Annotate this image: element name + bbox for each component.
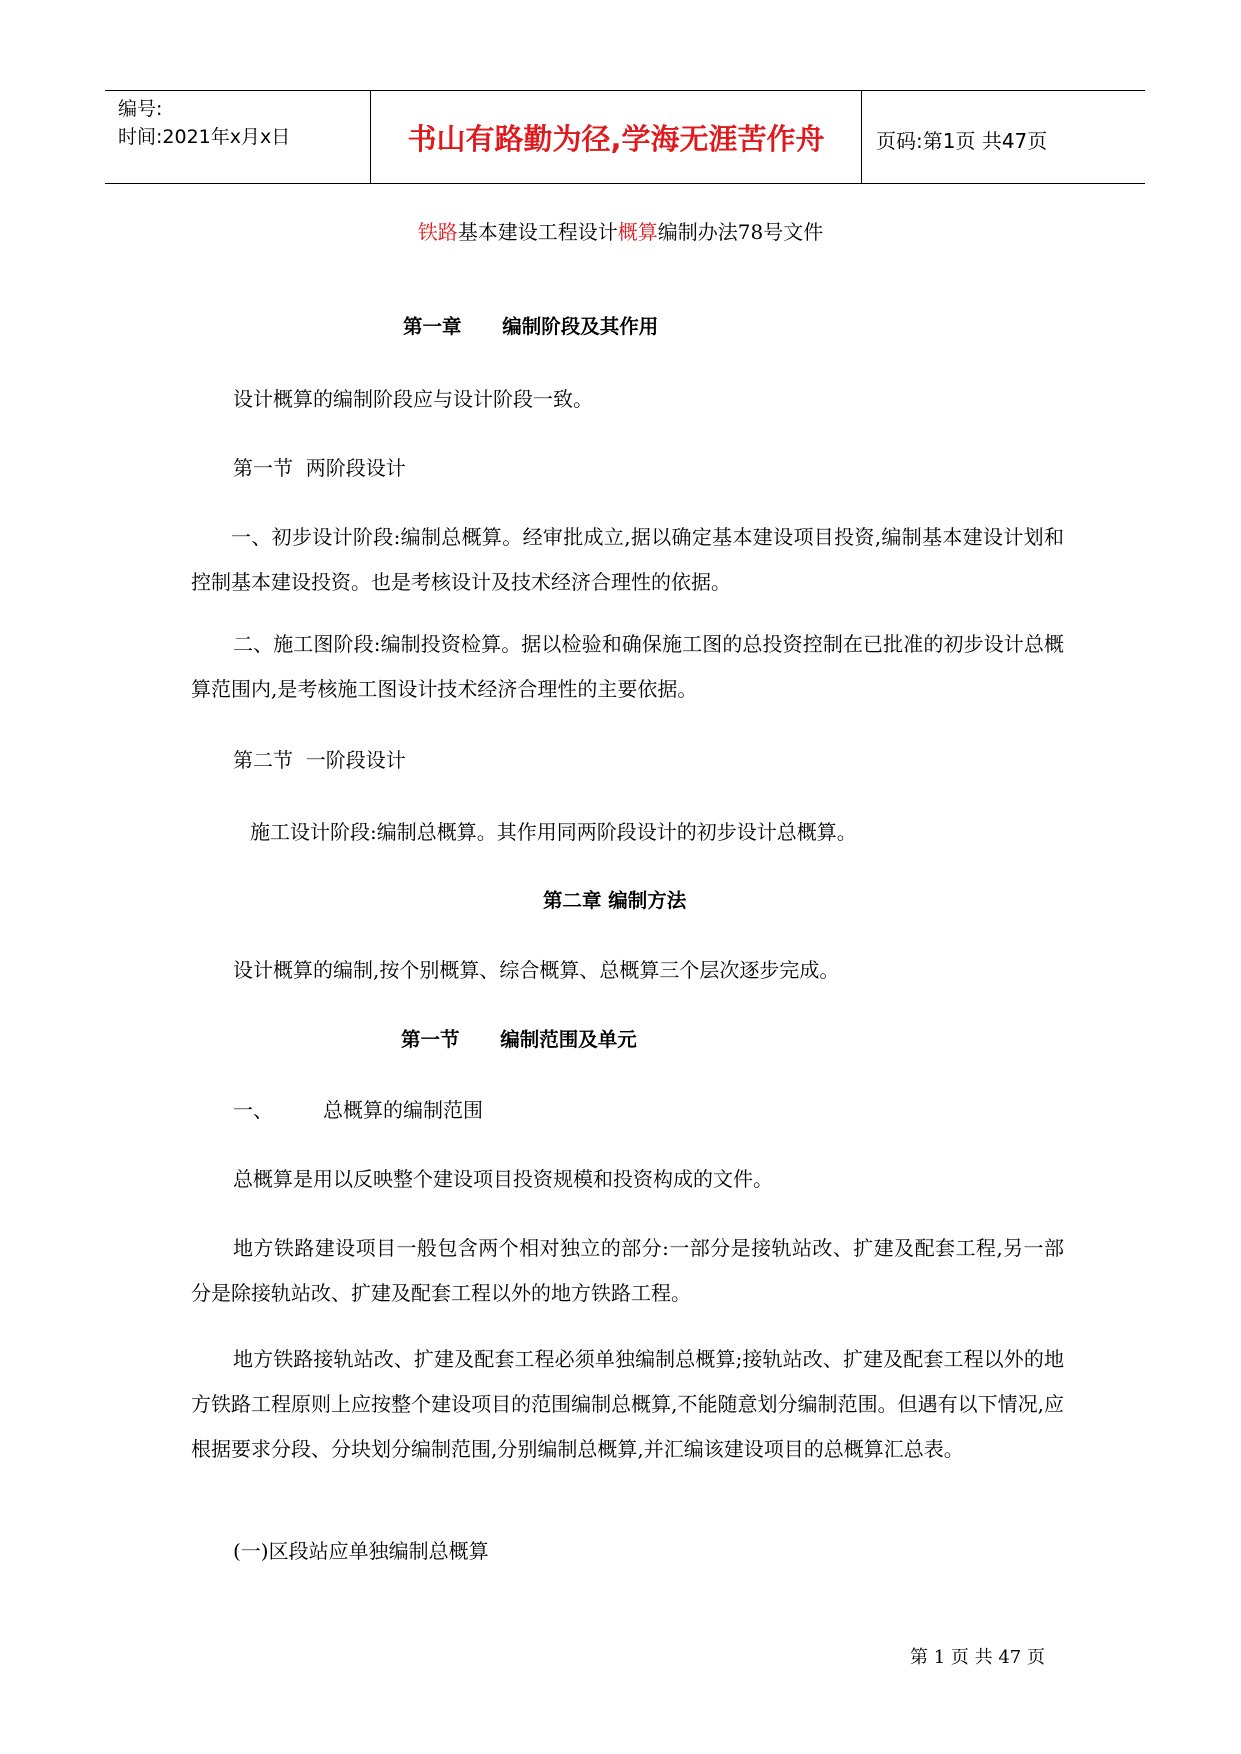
chapter-1-title: 第一章 编制阶段及其作用 bbox=[403, 315, 659, 338]
header-top-rule bbox=[105, 90, 1145, 91]
paragraph-7: 地方铁路建设项目一般包含两个相对独立的部分:一部分是接轨站改、扩建及配套工程,另一部分是除接轨站改、扩建及配套工程以外的地方铁路工程。 bbox=[191, 1236, 1064, 1305]
paragraph-6: 总概算是用以反映整个建设项目投资规模和投资构成的文件。 bbox=[233, 1167, 773, 1191]
section-2-heading: 第二节 一阶段设计 bbox=[233, 748, 406, 772]
header-bottom-rule bbox=[105, 183, 1145, 184]
paragraph-8: 地方铁路接轨站改、扩建及配套工程必须单独编制总概算;接轨站改、扩建及配套工程以外的地方铁路工程原则上应按整个建设项目的范围编制总概算,不能随意划分编制范围。但遇有以下情况,应根据要求分段、分块划分编制范围,分别编制总概算,并汇编该建设项目的总概算汇总表。 bbox=[191, 1347, 1064, 1461]
header-page-info: 页码:第1页 共47页 bbox=[876, 129, 1048, 153]
paragraph-1: 设计概算的编制阶段应与设计阶段一致。 bbox=[233, 387, 593, 411]
title-part-2: 基本建设工程设计 bbox=[457, 220, 618, 244]
paragraph-3: 二、施工图阶段:编制投资检算。据以检验和确保施工图的总投资控制在已批准的初步设计总概算范围内,是考核施工图设计技术经济合理性的主要依据。 bbox=[191, 632, 1064, 701]
section-3-heading: 第一节 编制范围及单元 bbox=[401, 1028, 637, 1051]
chapter-2-title: 第二章 编制方法 bbox=[543, 889, 687, 912]
item-1-number: 一、 bbox=[233, 1098, 273, 1122]
title-part-3: 概算 bbox=[617, 220, 658, 244]
doc-date: 时间:2021年x月x日 bbox=[118, 126, 291, 148]
title-part-4: 编制办法78号文件 bbox=[657, 220, 824, 244]
doc-code-label: 编号: bbox=[118, 98, 163, 120]
paragraph-5: 设计概算的编制,按个别概算、综合概算、总概算三个层次逐步完成。 bbox=[233, 958, 840, 982]
header-divider-right bbox=[861, 90, 862, 183]
item-1-text: 总概算的编制范围 bbox=[323, 1098, 483, 1122]
paragraph-2: 一、初步设计阶段:编制总概算。经审批成立,据以确定基本建设项目投资,编制基本建设计划和控制基本建设投资。也是考核设计及技术经济合理性的依据。 bbox=[191, 525, 1064, 594]
document-title bbox=[0, 216, 1241, 245]
header-motto: 书山有路勤为径,学海无涯苦作舟 bbox=[407, 122, 825, 156]
section-1-heading: 第一节 两阶段设计 bbox=[233, 456, 406, 480]
title-part-1: 铁路 bbox=[417, 220, 458, 244]
page-footer: 第 1 页 共 47 页 bbox=[910, 1647, 1045, 1668]
paragraph-9: (一)区段站应单独编制总概算 bbox=[233, 1539, 489, 1563]
paragraph-4: 施工设计阶段:编制总概算。其作用同两阶段设计的初步设计总概算。 bbox=[250, 820, 857, 844]
header-divider-left bbox=[370, 90, 371, 183]
